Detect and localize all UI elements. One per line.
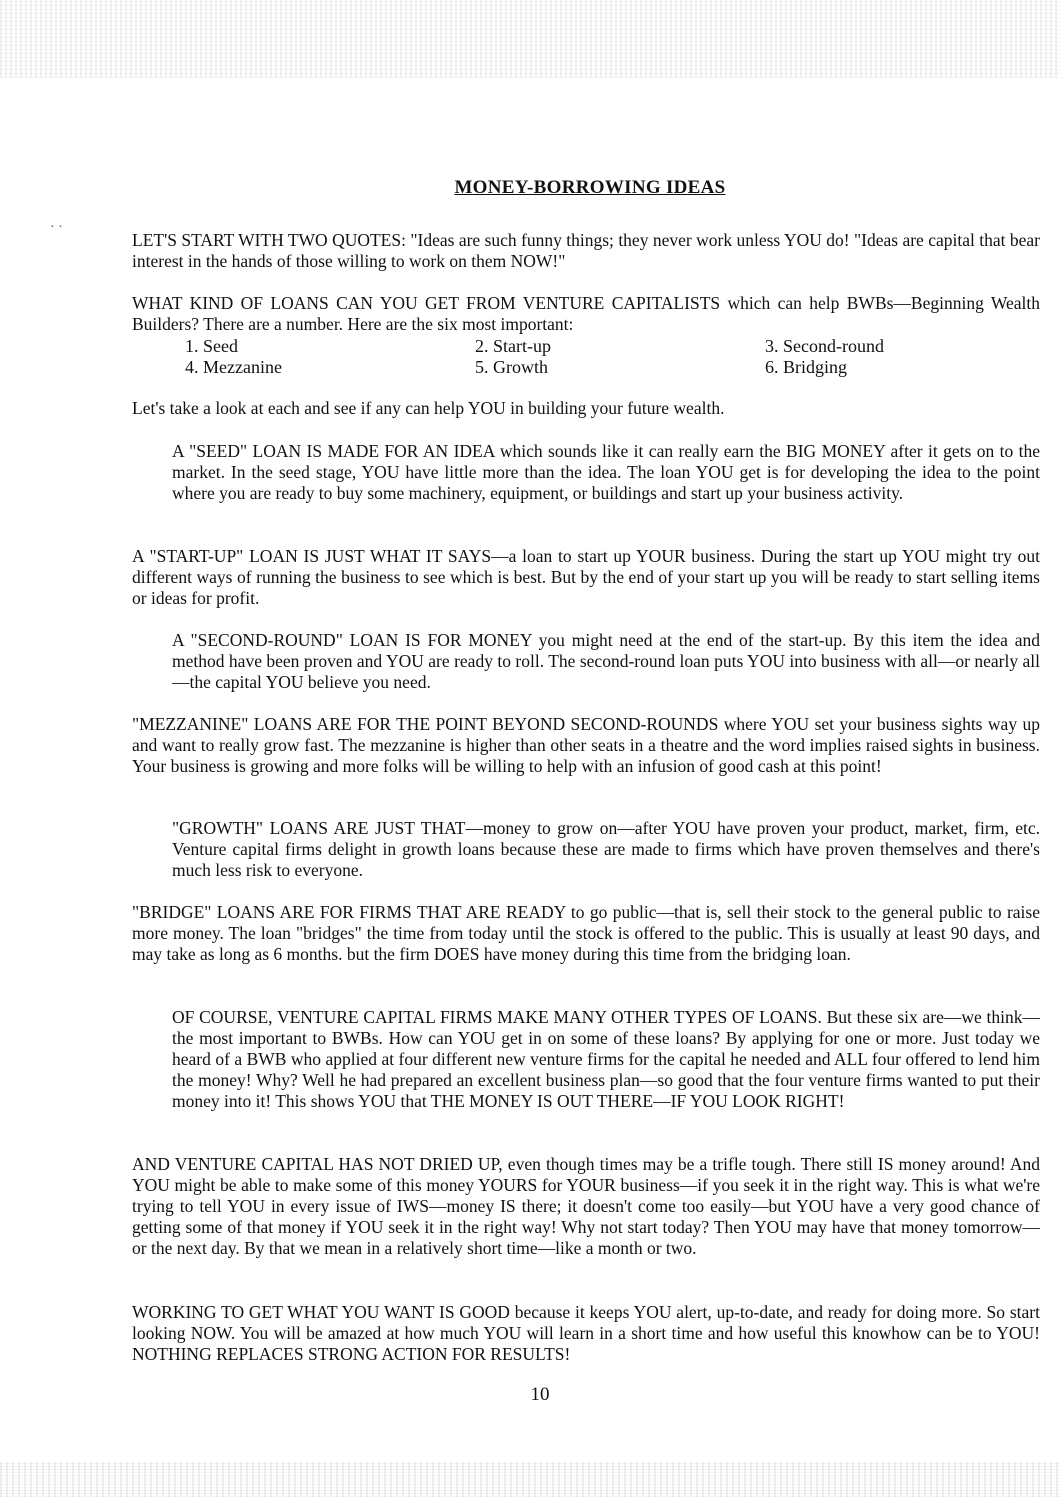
- paragraph-working: WORKING TO GET WHAT YOU WANT IS GOOD because it keeps YOU alert, up-to-date, and ready for doing more. So start looking NOW. You will be amazed at how much YOU will learn in a short time and how useful this knowhow can be to YOU! NOTHING REPLACES STRONG ACTION FOR RESULTS!: [132, 1302, 1040, 1364]
- paragraph-quotes: LET'S START WITH TWO QUOTES: "Ideas are such funny things; they never work unless YOU do! "Ideas are capital that bear interest in the hands of those willing to work on them NOW!": [132, 230, 1040, 271]
- list-item: 6. Bridging: [765, 357, 848, 377]
- paragraph-venture-capital: AND VENTURE CAPITAL HAS NOT DRIED UP, even though times may be a trifle tough. There still IS money around! And YOU might be able to make some of this money YOURS for YOUR business—if you seek it in the right way. This is what we're trying to tell YOU in every issue of IWS—money IS there; it doesn't come too easily—but YOU have a very good chance of getting some of that money if YOU seek it in the right way! Why not start today? Then YOU may have that money tomorrow—or the next day. By that we mean in a relatively short time—like a month or two.: [132, 1154, 1040, 1258]
- paragraph-start-up: A "START-UP" LOAN IS JUST WHAT IT SAYS—a loan to start up YOUR business. During the start up YOU might try out different ways of running the business to see which is best. But by the end of your start up you will be ready to start selling items or ideas for profit.: [132, 546, 1040, 608]
- paragraph-bridge: "BRIDGE" LOANS ARE FOR FIRMS THAT ARE READY to go public—that is, sell their stock to the general public to raise more money. The loan "bridges" the time from today until the stock is offered to the public. This is usually at least 90 days, and may take as long as 6 months. but the firm DOES have money during this time from the bridging loan.: [132, 902, 1040, 964]
- page-number: 10: [530, 1384, 550, 1405]
- paragraph-of-course: OF COURSE, VENTURE CAPITAL FIRMS MAKE MANY OTHER TYPES OF LOANS. But these six are—we think—the most important to BWBs. How can YOU get in on some of these loans? By applying for one or more. Just today we heard of a BWB who applied at four different new venture firms for the capital he needed and ALL four offered to lend him the money! Why? Well he had prepared an excellent business plan—so good that the four venture firms wanted to put their money into it! This shows YOU that THE MONEY IS OUT THERE—IF YOU LOOK RIGHT!: [172, 1007, 1040, 1111]
- list-item: 3. Second-round: [765, 336, 884, 356]
- paragraph-growth: "GROWTH" LOANS ARE JUST THAT—money to grow on—after YOU have proven your product, market, firm, etc. Venture capital firms delight in growth loans because these are made to firms which have proven themselves and there's much less risk to everyone.: [172, 818, 1040, 880]
- scan-noise-top: [0, 0, 1060, 78]
- paragraph-look: Let's take a look at each and see if any can help YOU in building your future wealth.: [132, 398, 725, 418]
- paragraph-second-round: A "SECOND-ROUND" LOAN IS FOR MONEY you might need at the end of the start-up. By this item the idea and method have been proven and YOU are ready to roll. The second-round loan puts YOU into business with all—or nearly all—the capital YOU believe you need.: [172, 630, 1040, 692]
- paragraph-seed: A "SEED" LOAN IS MADE FOR AN IDEA which sounds like it can really earn the BIG MONEY after it gets on to the market. In the seed stage, YOU have little more than the idea. The loan YOU get is for developing the idea to the point where you are ready to buy some machinery, equipment, or buildings and start up your business activity.: [172, 441, 1040, 503]
- list-item: 5. Growth: [475, 357, 548, 377]
- paragraph-mezzanine: "MEZZANINE" LOANS ARE FOR THE POINT BEYOND SECOND-ROUNDS where YOU set your business sights way up and want to really grow fast. The mezzanine is higher than other seats in a theatre and the word implies raised sights in business. Your business is growing and more folks will be willing to help with an infusion of good cash at this point!: [132, 714, 1040, 776]
- scan-speck: · ·: [50, 220, 63, 235]
- paragraph-loan-intro: WHAT KIND OF LOANS CAN YOU GET FROM VENTURE CAPITALISTS which can help BWBs—Beginning Wealth Builders? There are a number. Here are the six most important:: [132, 293, 1040, 334]
- scan-noise-bottom: [0, 1462, 1060, 1497]
- page-title: MONEY-BORROWING IDEAS: [454, 177, 726, 198]
- list-item: 1. Seed: [185, 336, 238, 356]
- list-item: 2. Start-up: [475, 336, 551, 356]
- list-item: 4. Mezzanine: [185, 357, 282, 377]
